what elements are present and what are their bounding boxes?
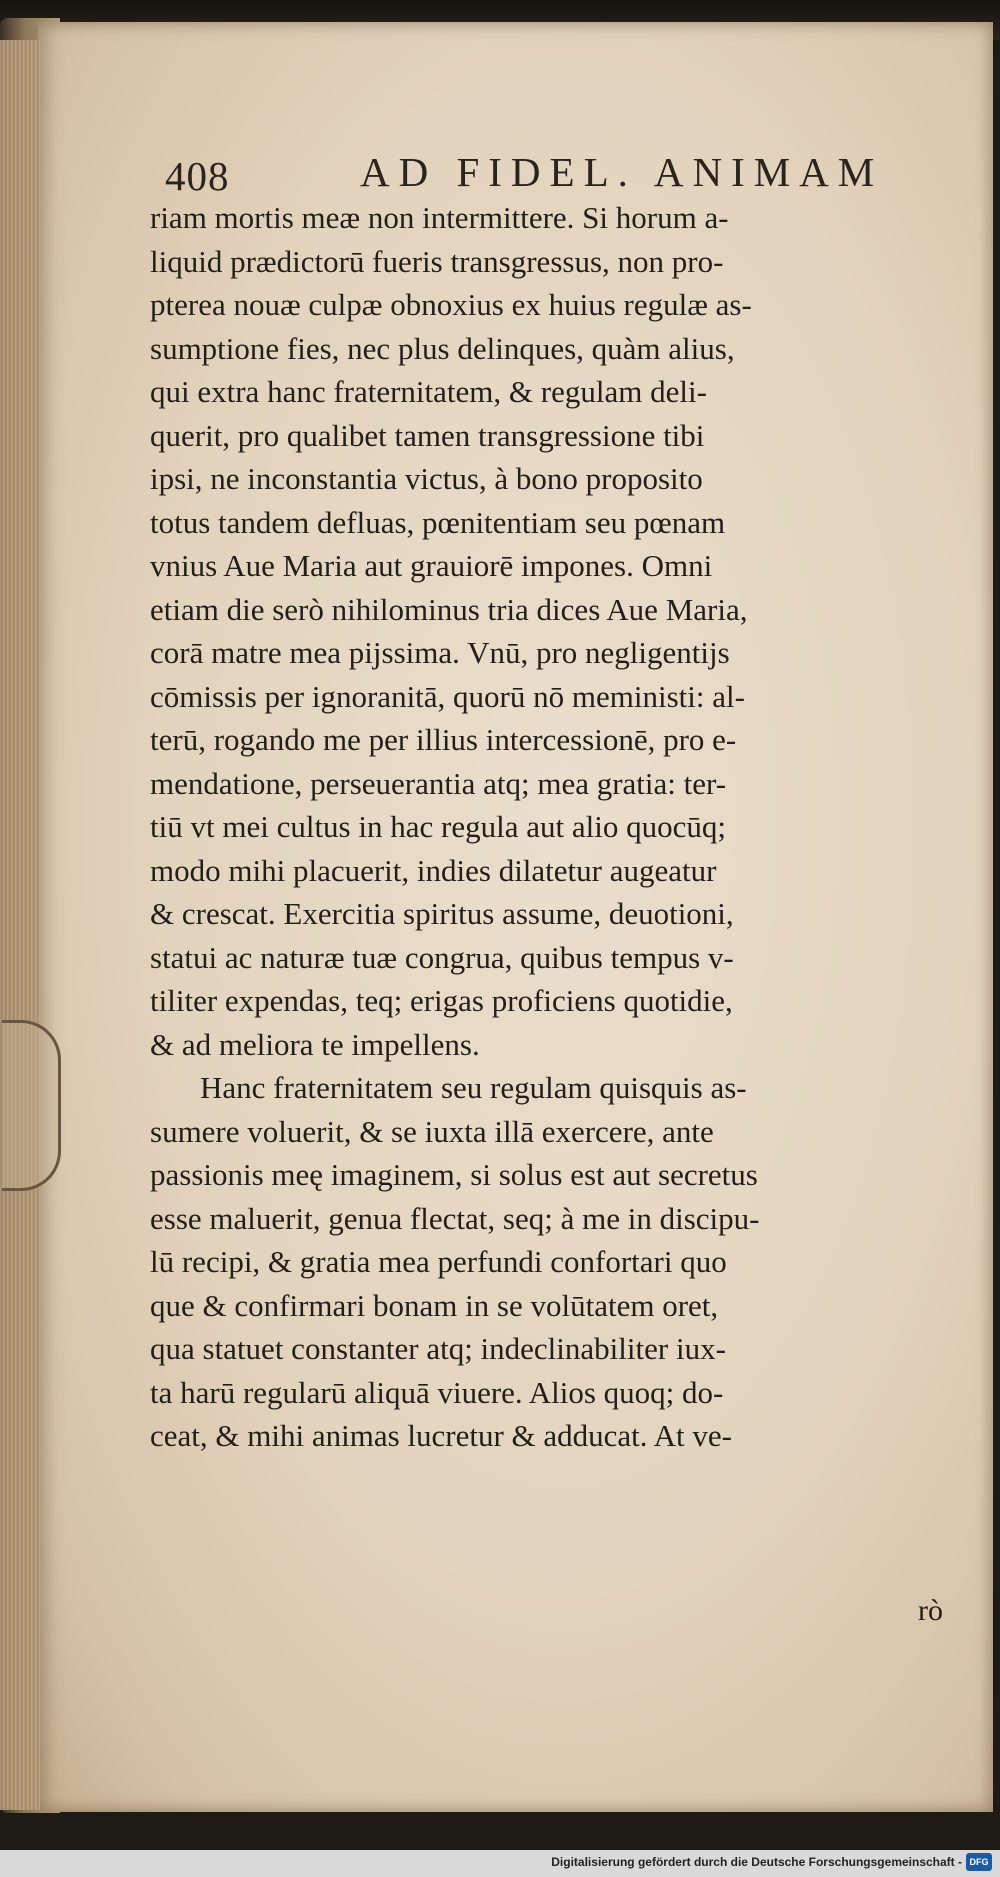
text-line: etiam die serò nihilominus tria dices Aue Maria, — [150, 591, 748, 627]
footer-bar — [0, 1850, 1000, 1877]
text-line: pterea nouæ culpæ obnoxius ex huius regulæ as- — [150, 287, 752, 322]
text-line: terū, rogando me per illius intercessionē, pro e- — [150, 722, 737, 757]
page-edges — [0, 40, 40, 1810]
text-line: corā matre mea pijssima. Vnū, pro negligentijs — [150, 635, 730, 670]
text-line: mendatione, perseuerantia atq; mea gratia: ter- — [150, 765, 727, 801]
text-line: liquid prædictorū fueris transgressus, non pro- — [150, 243, 724, 279]
text-line: lū recipi, & gratia mea perfundi confortari quo — [150, 1244, 727, 1279]
digitization-credit: Digitalisierung gefördert durch die Deutsche Forschungsgemeinschaft - — [551, 1855, 962, 1869]
text-line: tiliter expendas, teq; erigas proficiens quotidie, — [150, 983, 733, 1018]
text-line: sumere voluerit, & se iuxta illā exercere, ante — [150, 1113, 714, 1149]
text-line: sumptione fies, nec plus delinques, quàm alius, — [150, 330, 735, 366]
book-clasp — [2, 1020, 61, 1191]
dfg-logo: DFG — [966, 1853, 992, 1871]
text-line: & ad meliora te impellens. — [150, 1026, 480, 1062]
text-line: riam mortis meæ non intermittere. Si horum a- — [150, 200, 729, 235]
text-line: qui extra hanc fraternitatem, & regulam deli- — [150, 374, 707, 409]
text-line: vnius Aue Maria aut grauiorē impones. Omni — [150, 548, 713, 583]
text-line: modo mihi placuerit, indies dilatetur augeatur — [150, 852, 717, 888]
paragraph-2 — [150, 1066, 980, 1458]
text-line: totus tandem defluas, pœnitentiam seu pœnam — [150, 504, 726, 540]
text-line: cōmissis per ignoranitā, quorū nō meministi: al- — [150, 678, 745, 714]
body-text — [150, 196, 980, 1458]
text-line: que & confirmari bonam in se volūtatem oret, — [150, 1287, 719, 1323]
catchword: rò — [918, 1594, 943, 1627]
text-line: ipsi, ne inconstantia victus, à bono proposito — [150, 461, 703, 496]
running-head — [165, 142, 985, 202]
text-line: statui ac naturæ tuæ congrua, quibus tempus v- — [150, 939, 734, 975]
text-line: ceat, & mihi animas lucretur & adducat. At ve- — [150, 1418, 732, 1453]
page-number: 408 — [165, 153, 230, 199]
paragraph-1 — [150, 196, 980, 1066]
text-line: Hanc fraternitatem seu regulam quisquis as- — [200, 1070, 747, 1105]
text-line: passionis meę imaginem, si solus est aut secretus — [150, 1157, 758, 1192]
text-line: & crescat. Exercitia spiritus assume, deuotioni, — [150, 896, 734, 931]
text-line: tiū vt mei cultus in hac regula aut alio quocūq; — [150, 809, 726, 844]
text-line: esse maluerit, genua flectat, seq; à me in discipu- — [150, 1200, 760, 1236]
text-line: qua statuet constanter atq; indeclinabiliter iux- — [150, 1331, 726, 1366]
running-title: AD FIDEL. ANIMAM — [360, 149, 884, 195]
text-line: ta harū regularū aliquā viuere. Alios quoq; do- — [150, 1374, 724, 1410]
text-line: querit, pro qualibet tamen transgressione tibi — [150, 417, 705, 453]
